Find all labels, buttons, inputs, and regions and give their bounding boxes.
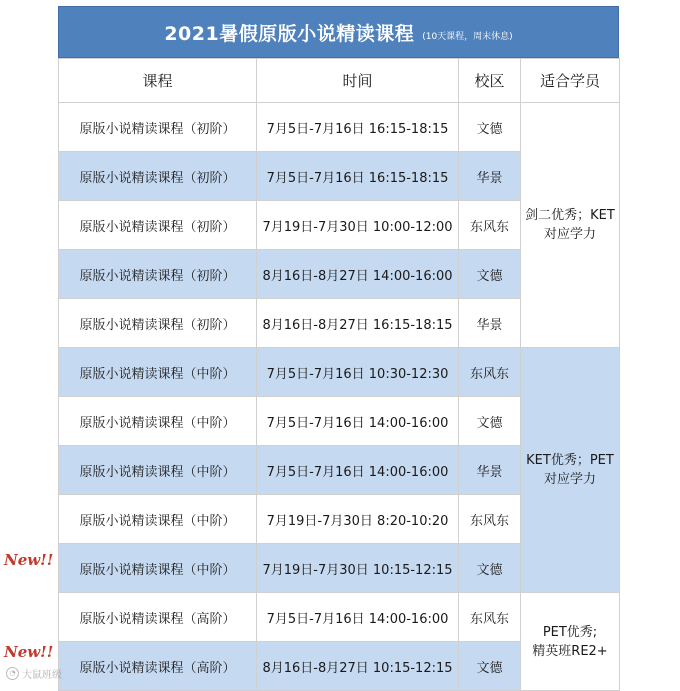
audience-cell-intermediate xyxy=(521,348,620,593)
campus-cell: 东风东 xyxy=(459,495,521,544)
audience-line: 对应学力 xyxy=(543,472,596,487)
time-cell: 8月16日-8月27日 10:15-12:15 xyxy=(257,642,459,691)
new-badge: New!! xyxy=(4,551,54,569)
campus-cell: 华景 xyxy=(459,299,521,348)
course-cell: 原版小说精读课程（中阶） xyxy=(59,495,257,544)
audience-line: KET优秀；PET xyxy=(526,453,614,468)
page-title: 2021暑假原版小说精读课程 xyxy=(164,22,415,45)
watermark xyxy=(6,666,62,681)
time-cell: 7月5日-7月16日 14:00-16:00 xyxy=(257,446,459,495)
course-cell: 原版小说精读课程（高阶） xyxy=(59,593,257,642)
campus-cell: 东风东 xyxy=(459,593,521,642)
table-row xyxy=(59,348,620,397)
time-cell: 7月5日-7月16日 14:00-16:00 xyxy=(257,593,459,642)
header-campus: 校区 xyxy=(459,59,521,103)
audience-line: 精英班RE2+ xyxy=(532,643,608,659)
table-row xyxy=(59,103,620,152)
campus-cell: 文德 xyxy=(459,103,521,152)
campus-cell: 东风东 xyxy=(459,348,521,397)
course-cell: 原版小说精读课程（中阶） xyxy=(59,397,257,446)
course-cell: 原版小说精读课程（高阶） xyxy=(59,642,257,691)
course-cell: 原版小说精读课程（初阶） xyxy=(59,299,257,348)
course-cell: 原版小说精读课程（中阶） xyxy=(59,348,257,397)
time-cell: 8月16日-8月27日 14:00-16:00 xyxy=(257,250,459,299)
time-cell: 7月5日-7月16日 16:15-18:15 xyxy=(257,103,459,152)
title-banner xyxy=(58,6,619,58)
header-time: 时间 xyxy=(257,59,459,103)
course-cell: 原版小说精读课程（中阶） xyxy=(59,446,257,495)
course-table xyxy=(58,58,620,691)
time-cell: 7月5日-7月16日 14:00-16:00 xyxy=(257,397,459,446)
course-cell: 原版小说精读课程（初阶） xyxy=(59,103,257,152)
campus-cell: 华景 xyxy=(459,446,521,495)
time-cell: 7月19日-7月30日 10:15-12:15 xyxy=(257,544,459,593)
time-cell: 7月19日-7月30日 10:00-12:00 xyxy=(257,201,459,250)
audience-line: 对应学力 xyxy=(543,227,596,242)
campus-cell: 文德 xyxy=(459,544,521,593)
time-cell: 7月5日-7月16日 10:30-12:30 xyxy=(257,348,459,397)
campus-cell: 文德 xyxy=(459,397,521,446)
course-schedule-sheet xyxy=(58,6,619,677)
new-badge: New!! xyxy=(4,643,54,661)
time-cell: 8月16日-8月27日 16:15-18:15 xyxy=(257,299,459,348)
campus-cell: 文德 xyxy=(459,642,521,691)
campus-cell: 东风东 xyxy=(459,201,521,250)
time-cell: 7月5日-7月16日 16:15-18:15 xyxy=(257,152,459,201)
header-audience: 适合学员 xyxy=(521,59,620,103)
campus-cell: 华景 xyxy=(459,152,521,201)
course-cell: 原版小说精读课程（初阶） xyxy=(59,201,257,250)
table-row xyxy=(59,593,620,642)
watermark-logo-icon: ◔ xyxy=(6,667,19,680)
page-subtitle: (10天课程，周末休息) xyxy=(422,31,513,42)
audience-cell-beginner xyxy=(521,103,620,348)
audience-line: PET优秀; xyxy=(542,624,598,640)
audience-cell-advanced xyxy=(521,593,620,691)
watermark-text: 大鼠班级 xyxy=(22,670,62,681)
course-cell: 原版小说精读课程（初阶） xyxy=(59,152,257,201)
header-course: 课程 xyxy=(59,59,257,103)
header-row xyxy=(59,59,620,103)
audience-line: 剑二优秀；KET xyxy=(525,208,615,223)
course-cell: 原版小说精读课程（中阶） xyxy=(59,544,257,593)
course-cell: 原版小说精读课程（初阶） xyxy=(59,250,257,299)
time-cell: 7月19日-7月30日 8:20-10:20 xyxy=(257,495,459,544)
campus-cell: 文德 xyxy=(459,250,521,299)
